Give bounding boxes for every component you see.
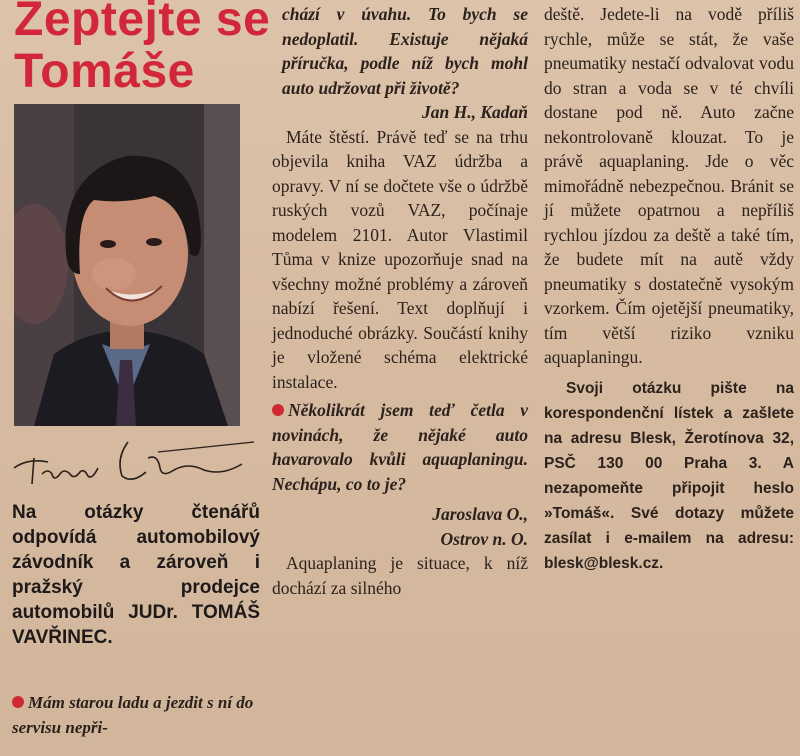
answer-2-part-1: Aquaplaning je situace, k níž dochází za silného (272, 553, 528, 598)
article-column-2 (272, 2, 528, 600)
answer-2-part-2: deště. Jedete-li na vodě příliš rychle, může se stát, že vaše pneumatiky nestačí odvalovat vodu do stran a voda se v té chvíli dostane pod ně. Auto začne nekontrolovaně klouzat. To je právě aquaplaning. Jde o věc mimořádně nebezpečnou. Bránit se jí můžete opatrnou a nepříliš rychlou jízdou za deště a také tím, že budete mít na autě vždy pneumatiky s dostatečně vysokým vzorkem. Čím ojetější pneumatiky, tím větší riziko vzniku aquaplaningu. (544, 4, 794, 367)
author-portrait-photo (14, 104, 240, 426)
question-1-signature: Jan H., Kadaň (422, 102, 528, 122)
columnist-intro: Na otázky čtenářů odpovídá automobilový závodník a zároveň i pražský prodejce automobilů JUDr. TOMÁŠ VAVŘINEC. (12, 502, 260, 648)
question-2-signature-line-2: Ostrov n. O. (440, 528, 528, 549)
reader-question-2 (272, 398, 528, 496)
author-signature (8, 428, 260, 490)
portrait-illustration (14, 104, 240, 426)
bullet-icon (272, 404, 284, 416)
title-line-1: Zeptejte se (14, 0, 271, 46)
question-2-text: Několikrát jsem teď četla v novinách, že nějaké auto havarovalo kvůli aquaplaningu. Nechápu, co to je? (272, 400, 528, 494)
title-line-2: Tomáše (14, 45, 195, 98)
column-title (14, 0, 271, 98)
article-column-3 (544, 2, 794, 576)
bullet-icon (12, 696, 24, 708)
reader-question-1-start (12, 690, 264, 740)
answer-1: Máte štěstí. Právě teď se na trhu objevila kniha VAZ údržba a opravy. V ní se dočtete vše o údržbě ruských vozů VAZ, počínaje modelem 2101. Autor Vlastimil Tůma v knize upozorňuje snad na všechny možné problémy a zároveň nabízí řešení. Text doplňují i jednoduché obrázky. Součástí knihy je vložené schéma elektrické instalace. (272, 126, 528, 392)
question-2-signature (272, 502, 528, 551)
question-1-part-2: chází v úvahu. To bych se nedoplatil. Existuje nějaká příručka, podle níž bych mohl auto udržovat při životě? (282, 4, 528, 98)
question-1-part-1: Mám starou ladu a jezdit s ní do servisu nepři- (12, 693, 254, 737)
submission-note: Svoji otázku pište na korespondenční lístek a zašlete na adresu Blesk, Žerotínova 32, PSČ 130 00 Praha 3. A nezapomeňte připojit heslo »Tomáš«. Své dotazy můžete zasílat i e-mailem na adresu: blesk@blesk.cz. (544, 379, 794, 572)
question-2-signature-line-1: Jaroslava O., (432, 504, 528, 524)
